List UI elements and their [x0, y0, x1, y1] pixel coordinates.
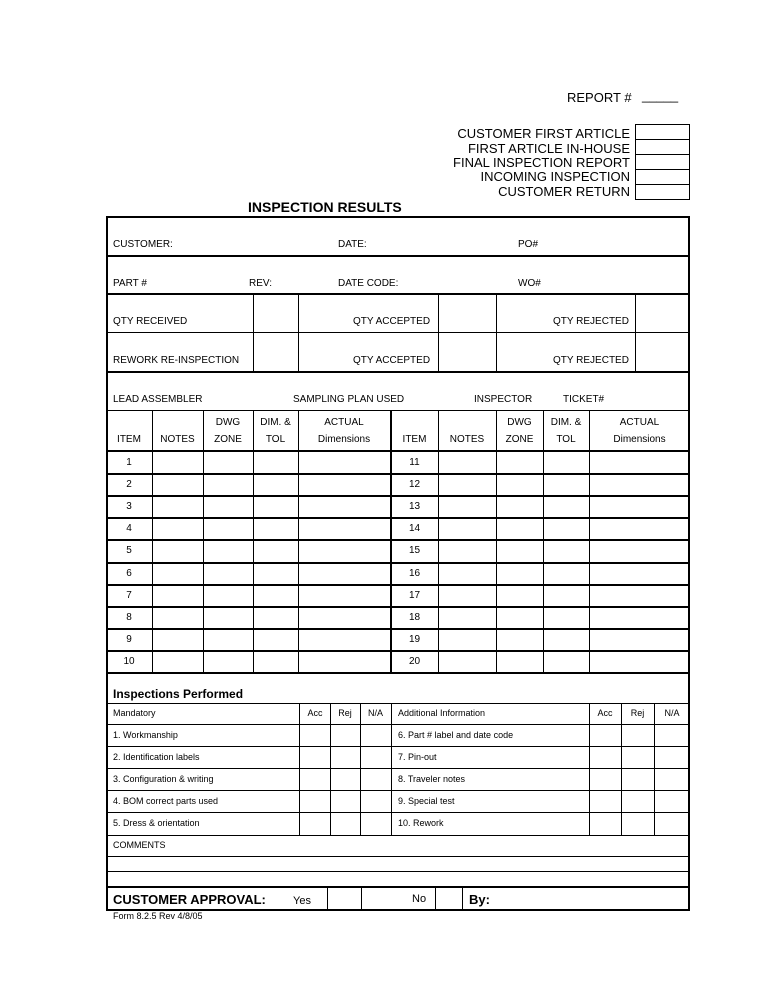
- na-header-2: N/A: [664, 708, 680, 718]
- col-dwg-header-2: DWG: [507, 417, 532, 428]
- additional-inspection-item: 8. Traveler notes: [398, 774, 466, 784]
- item-number: 12: [408, 479, 421, 490]
- item-number: 15: [408, 545, 421, 556]
- form-number: Form 8.2.5 Rev 4/8/05: [113, 911, 203, 921]
- col-notes-header-2: NOTES: [449, 434, 485, 445]
- item-number: 11: [409, 457, 420, 468]
- type-incoming-inspection: INCOMING INSPECTION: [480, 169, 630, 184]
- additional-inspection-item: 10. Rework: [398, 818, 444, 828]
- item-number: 1: [126, 457, 132, 468]
- col-tol-header: TOL: [265, 434, 286, 445]
- additional-inspection-item: 7. Pin-out: [398, 752, 437, 762]
- acc-header: Acc: [307, 708, 323, 718]
- approval-no-label: No: [412, 893, 427, 905]
- checkbox-divider: [635, 139, 690, 140]
- qty-rejected-label: QTY REJECTED: [553, 316, 629, 327]
- type-final-inspection: FINAL INSPECTION REPORT: [453, 155, 630, 170]
- wo-label: WO#: [518, 278, 541, 289]
- mandatory-inspection-item: 5. Dress & orientation: [113, 818, 200, 828]
- na-header: N/A: [367, 708, 383, 718]
- col-item-header-2: ITEM: [402, 434, 427, 445]
- col-dim-header: DIM. &: [260, 417, 291, 428]
- report-number-blank: _____: [642, 88, 679, 103]
- part-label: PART #: [113, 278, 147, 289]
- date-label: DATE:: [338, 239, 367, 250]
- col-tol-header-2: TOL: [556, 434, 576, 445]
- acc-header-2: Acc: [597, 708, 613, 718]
- item-number: 19: [408, 634, 421, 645]
- col-zone-header-2: ZONE: [505, 434, 534, 445]
- item-number: 5: [126, 545, 132, 556]
- sampling-plan-label: SAMPLING PLAN USED: [293, 394, 405, 405]
- rev-label: REV:: [249, 278, 272, 289]
- checkbox-divider: [635, 184, 690, 185]
- item-number: 16: [408, 568, 421, 579]
- mandatory-inspection-item: 2. Identification labels: [113, 752, 200, 762]
- type-customer-return: CUSTOMER RETURN: [498, 184, 630, 199]
- item-number: 3: [126, 501, 132, 512]
- col-actual-header-2: ACTUAL: [619, 417, 660, 428]
- item-number: 17: [408, 590, 421, 601]
- qty-accepted-label-2: QTY ACCEPTED: [353, 355, 431, 366]
- inspections-title: Inspections Performed: [113, 687, 244, 701]
- col-dim-header-2: DIM. &: [550, 417, 582, 428]
- item-number: 14: [408, 523, 421, 534]
- col-dwg-header: DWG: [215, 417, 241, 428]
- additional-inspection-item: 6. Part # label and date code: [398, 730, 514, 740]
- checkbox-divider: [635, 169, 690, 170]
- checkbox-divider: [635, 154, 690, 155]
- report-type-checkbox-column: [635, 124, 690, 200]
- item-number: 7: [126, 590, 132, 601]
- qty-rejected-label-2: QTY REJECTED: [553, 355, 629, 366]
- item-number: 2: [126, 479, 132, 490]
- rework-label: REWORK RE-INSPECTION: [113, 355, 240, 366]
- item-number: 13: [408, 501, 421, 512]
- page-title: INSPECTION RESULTS: [248, 199, 402, 215]
- col-dimensions-header-2: Dimensions: [613, 434, 666, 445]
- item-number: 20: [408, 656, 421, 667]
- report-number-label: REPORT #: [567, 90, 632, 105]
- type-first-article-inhouse: FIRST ARTICLE IN-HOUSE: [467, 141, 630, 156]
- item-number: 6: [126, 568, 132, 579]
- comments-label: COMMENTS: [113, 840, 166, 850]
- inspector-label: INSPECTOR: [474, 394, 533, 405]
- item-number: 10: [123, 656, 135, 667]
- col-zone-header: ZONE: [214, 434, 242, 445]
- po-label: PO#: [518, 239, 539, 250]
- mandatory-label: Mandatory: [113, 708, 156, 718]
- lead-assembler-label: LEAD ASSEMBLER: [113, 394, 203, 405]
- mandatory-inspection-item: 1. Workmanship: [113, 730, 178, 740]
- col-item-header: ITEM: [117, 434, 141, 445]
- type-customer-first-article: CUSTOMER FIRST ARTICLE: [457, 126, 630, 141]
- customer-approval-label: CUSTOMER APPROVAL:: [113, 892, 266, 907]
- item-number: 4: [126, 523, 132, 534]
- mandatory-inspection-item: 3. Configuration & writing: [113, 774, 214, 784]
- approval-by-label: By:: [469, 892, 490, 907]
- date-code-label: DATE CODE:: [338, 278, 399, 289]
- customer-label: CUSTOMER:: [113, 239, 173, 250]
- ticket-label: TICKET#: [563, 394, 605, 405]
- col-dimensions-header: Dimensions: [317, 434, 371, 445]
- item-number: 9: [126, 634, 132, 645]
- additional-inspection-item: 9. Special test: [398, 796, 455, 806]
- item-number: 18: [408, 612, 421, 623]
- item-number: 8: [126, 612, 132, 623]
- mandatory-inspection-item: 4. BOM correct parts used: [113, 796, 219, 806]
- additional-info-label: Additional Information: [398, 708, 486, 718]
- rej-header-2: Rej: [630, 708, 645, 718]
- approval-yes-label: Yes: [293, 895, 311, 907]
- col-actual-header: ACTUAL: [324, 417, 364, 428]
- col-notes-header: NOTES: [160, 434, 195, 445]
- rej-header: Rej: [338, 708, 352, 718]
- qty-received-label: QTY RECEIVED: [113, 316, 188, 327]
- qty-accepted-label: QTY ACCEPTED: [353, 316, 431, 327]
